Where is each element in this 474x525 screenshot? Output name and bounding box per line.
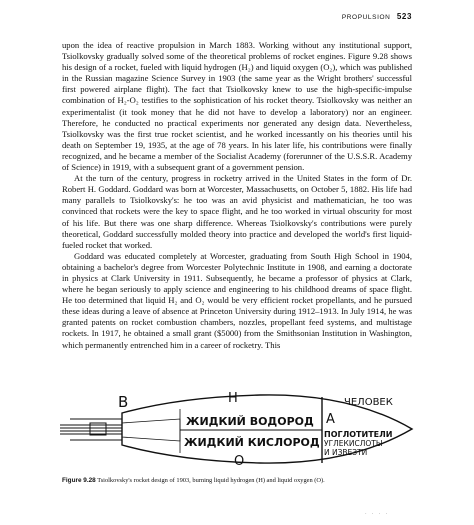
exhaust-nozzle	[60, 419, 122, 440]
figure-rocket-diagram	[60, 383, 420, 473]
label-absorber-3: И ИЗВЕЗТИ	[324, 448, 368, 457]
body-text	[62, 40, 412, 351]
rocket-diagram-svg	[60, 383, 420, 473]
running-head-title: PROPULSION	[341, 14, 391, 21]
label-b: B	[118, 393, 129, 411]
footer-marks: · · · ·	[365, 512, 390, 517]
label-o: O	[234, 454, 245, 469]
caption-text: Tsiolkovsky's rocket design of 1903, burning liquid hydrogen (H) and liquid oxygen (O).	[97, 477, 325, 484]
paragraph-3: Goddard was educated completely at Worcester, graduating from South High School in 1904, obtaining a bachelor's degree from Worcester Polytechnic Institute in 1908, and earning a doctorate in physics at Clark University in 1911. Subsequently, he became a professor of physics at Clark, where he began seriously to apply science and engineering to his childhood dreams of space flight. He too determined that liquid H₂ and O₂ would be very efficient rocket propellants, and he pursued these ideas during a leave of absence at Princeton University during 1912–1913. In July 1914, he was granted patents on rocket combustion chambers, nozzles, propellant feed systems, and multistage rockets. In 1917, he obtained a small grant ($5000) from the Smithsonian Institution in Washington, which permanently entrenched him in a career of rocketry. This	[62, 250, 412, 350]
running-header	[62, 12, 412, 21]
page-number: 523	[396, 12, 412, 21]
label-oxygen: ЖИДКИЙ КИСЛОРОД	[184, 436, 320, 449]
figure-caption	[62, 477, 412, 484]
label-h: H	[228, 391, 238, 406]
paragraph-2: At the turn of the century, progress in rocketry arrived in the United States in the form of Dr. Robert H. Goddard. Goddard was born at Worcester, Massachusetts, on October 5, 1882. His life had many parallels to Tsiolkovsky's: he too was an avid physicist and mathematician, he too was convinced that rockets were the key to space flight, and he too worked in virtual obscurity for most of his life. But there was one sharp difference. Whereas Tsiolkovsky's contributions were purely theoretical, Goddard successfully molded theory into practice and developed the world's first liquid-fueled rocket that worked.	[62, 173, 412, 250]
label-absorber-2: УГЛЕКИСЛОТЫ	[324, 439, 383, 448]
caption-label: Figure 9.28	[62, 477, 96, 484]
label-a: A	[326, 412, 335, 427]
combustion-funnel	[122, 419, 180, 441]
paragraph-1: upon the idea of reactive propulsion in March 1883. Working without any institutional support, Tsiolkovsky gradually solved some of the theoretical problems of rocket engines. Figure 9.28 shows his design of a rocket, fueled with liquid hydrogen (H₂) and liquid oxygen (O₂), which was published in the Russian magazine Science Survey in 1903 (the same year as the Wright brothers' successful first powered airplane flight). The fact that Tsiolkovsky knew to use the high-specific-impulse combination of H₂-O₂ testifies to the sophistication of his rocket theory. Tsiolkovsky was neither an experimentalist (it took money that he did not have to develop a laboratory) nor an engineer. Therefore, he conducted no practical experiments nor generated any design data. Nevertheless, Tsiolkovsky was the first true rocket scientist, and he worked incessantly on his theories until his death on September 19, 1935, at the age of 78 years. In his later life, his contributions were finally recognized, and he became a member of the Socialist Academy (forerunner of the U.S.S.R. Academy of Science) in 1919, with a subsequent grant of a government pension.	[62, 40, 412, 173]
label-person: ЧЕЛОВЕК	[344, 397, 393, 408]
label-hydrogen: ЖИДКИЙ ВОДОРОД	[186, 415, 314, 428]
label-absorber-1: ПОГЛОТИТЕЛИ	[324, 430, 393, 439]
